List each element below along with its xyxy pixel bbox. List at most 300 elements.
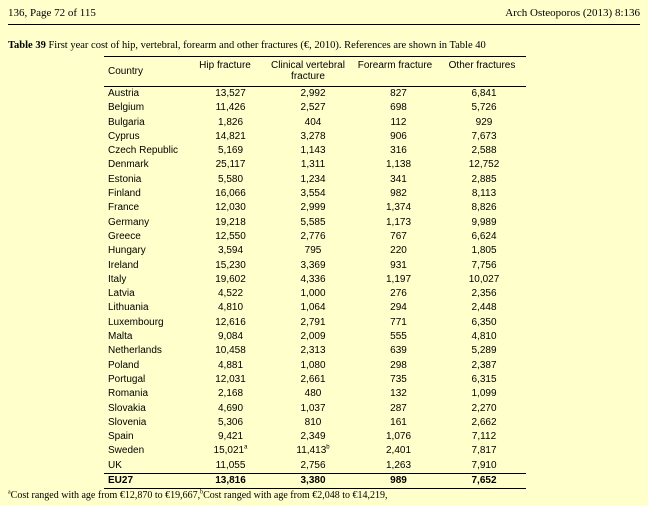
cell-hip-value: 3,594 xyxy=(217,245,244,257)
footnote-marker: b xyxy=(326,445,330,452)
cell-country xyxy=(104,87,190,101)
footnote-b-text: Cost ranged with age from €2,048 to €14,219, xyxy=(203,490,388,501)
cell-country-value: Ireland xyxy=(108,259,139,271)
cell-vertebral-value: 2,313 xyxy=(300,345,326,357)
table-row xyxy=(104,201,526,215)
cell-hip xyxy=(190,116,271,130)
cell-other-value: 7,112 xyxy=(471,431,497,443)
table-row xyxy=(104,316,526,330)
cell-country xyxy=(104,144,190,158)
cell-country-value: Sweden xyxy=(108,445,145,457)
header-forearm-fracture: Forearm fracture xyxy=(357,60,433,71)
cell-forearm xyxy=(355,216,442,230)
cell-hip-value: 14,821 xyxy=(215,130,246,142)
cell-other-value: 5,726 xyxy=(471,102,497,114)
cell-hip-value: 5,169 xyxy=(217,145,244,157)
cell-other xyxy=(442,101,526,115)
cell-hip xyxy=(190,101,271,115)
cell-forearm-value: 555 xyxy=(390,331,407,343)
cell-country-value: France xyxy=(108,202,140,214)
cell-other xyxy=(442,201,526,215)
cell-vertebral xyxy=(271,101,355,115)
cell-country-value: Italy xyxy=(108,273,127,285)
cell-forearm-value: 298 xyxy=(390,359,407,371)
cell-forearm xyxy=(355,330,442,344)
cell-other-value: 5,289 xyxy=(471,345,497,357)
cell-hip-value: 12,030 xyxy=(215,202,246,214)
table-body xyxy=(104,87,526,473)
cell-country xyxy=(104,187,190,201)
cell-forearm-value: 982 xyxy=(390,188,407,200)
table-footnote xyxy=(8,490,640,501)
cell-hip-value: 9,421 xyxy=(217,431,244,443)
cell-country xyxy=(104,416,190,430)
cell-forearm xyxy=(355,402,442,416)
cell-forearm-value: 639 xyxy=(390,345,407,357)
table-row xyxy=(104,173,526,187)
cell-hip xyxy=(190,259,271,273)
cell-country-value: Lithuania xyxy=(108,302,149,314)
cell-hip xyxy=(190,373,271,387)
cell-country xyxy=(104,259,190,273)
cell-country xyxy=(104,387,190,401)
cell-vertebral xyxy=(271,373,355,387)
cell-forearm xyxy=(355,459,442,473)
cell-forearm-value: 931 xyxy=(390,259,407,271)
cell-vertebral-value: 3,278 xyxy=(300,130,326,142)
cell-vertebral-value: 480 xyxy=(304,388,322,400)
cell-hip-value: 13,527 xyxy=(215,88,246,99)
cell-country-value: Portugal xyxy=(108,373,146,385)
cell-hip xyxy=(190,187,271,201)
cell-forearm xyxy=(355,430,442,444)
table-row-total xyxy=(104,474,526,488)
cell-vertebral-value: 1,234 xyxy=(300,173,326,185)
cell-hip-value: 5,580 xyxy=(217,173,244,185)
cell-hip xyxy=(190,330,271,344)
cell-other-value: 929 xyxy=(475,116,493,128)
header-country: Country xyxy=(108,66,144,77)
cell-vertebral xyxy=(271,259,355,273)
cell-other xyxy=(442,330,526,344)
cell-forearm xyxy=(355,359,442,373)
cell-country-value: Estonia xyxy=(108,173,142,185)
cell-forearm-value: 161 xyxy=(390,416,407,428)
cell-forearm xyxy=(355,373,442,387)
table-row xyxy=(104,158,526,172)
table-row xyxy=(104,259,526,273)
cell-hip-value: 12,550 xyxy=(215,230,246,242)
cell-other-value: 7,756 xyxy=(471,259,497,271)
cell-forearm xyxy=(355,316,442,330)
cell-other-value: 10,027 xyxy=(468,273,500,285)
cell-forearm-value: 1,197 xyxy=(385,273,412,285)
cell-vertebral-value: 1,037 xyxy=(300,402,326,414)
cell-other-value: 2,588 xyxy=(471,145,497,157)
cell-country-value: Romania xyxy=(108,388,149,400)
cell-country-value: Slovakia xyxy=(108,402,146,414)
cell-vertebral-value: 2,756 xyxy=(300,459,326,471)
cell-other xyxy=(442,87,526,101)
cell-other-value: 12,752 xyxy=(468,159,500,171)
cell-forearm-value: 294 xyxy=(390,302,407,314)
cell-hip: 13,816 xyxy=(215,475,246,487)
table-row xyxy=(104,87,526,101)
cell-vertebral-value: 3,554 xyxy=(300,188,326,200)
cell-vertebral-value: 2,527 xyxy=(300,102,326,114)
table-caption-text: First year cost of hip, vertebral, forearm and other fractures (€, 2010). References are shown in Table 40 xyxy=(45,40,486,51)
cell-other xyxy=(442,459,526,473)
cell-other-value: 6,315 xyxy=(471,373,497,385)
cell-vertebral xyxy=(271,144,355,158)
cell-country xyxy=(104,344,190,358)
cell-other: 7,652 xyxy=(471,475,497,487)
cell-hip-value: 19,602 xyxy=(215,273,246,285)
header-rule xyxy=(8,24,640,25)
cell-vertebral xyxy=(271,287,355,301)
cell-country xyxy=(104,430,190,444)
cell-vertebral-value: 2,776 xyxy=(300,230,326,242)
cell-country-value: Finland xyxy=(108,188,141,200)
cell-country-value: Denmark xyxy=(108,159,149,171)
cell-country xyxy=(104,173,190,187)
cell-vertebral xyxy=(271,116,355,130)
cell-country-value: Belgium xyxy=(108,102,145,114)
cell-hip-value: 4,810 xyxy=(217,302,244,314)
cell-vertebral xyxy=(271,359,355,373)
cell-other-value: 1,805 xyxy=(471,245,497,257)
cell-hip-value: 11,426 xyxy=(215,102,246,114)
cell-hip xyxy=(190,301,271,315)
cell-forearm-value: 132 xyxy=(390,388,407,400)
cell-forearm-value: 1,138 xyxy=(385,159,412,171)
cell-vertebral xyxy=(271,201,355,215)
cell-other xyxy=(442,416,526,430)
cell-other-value: 2,662 xyxy=(471,416,497,428)
cell-other-value: 2,387 xyxy=(471,359,497,371)
cell-vertebral-value: 404 xyxy=(304,116,322,128)
cell-country xyxy=(104,101,190,115)
cell-vertebral-value: 2,009 xyxy=(300,331,326,343)
cell-hip-value: 2,168 xyxy=(217,388,244,400)
cell-forearm-value: 1,374 xyxy=(385,202,412,214)
cell-forearm-value: 1,263 xyxy=(385,459,412,471)
cell-country xyxy=(104,216,190,230)
cell-country xyxy=(104,158,190,172)
cell-hip xyxy=(190,130,271,144)
cell-vertebral xyxy=(271,173,355,187)
cell-country xyxy=(104,316,190,330)
cell-forearm xyxy=(355,144,442,158)
cell-country-value: Malta xyxy=(108,331,133,343)
cell-hip-value: 15,230 xyxy=(215,259,246,271)
cell-vertebral-value: 5,585 xyxy=(300,216,326,228)
table-header xyxy=(104,57,526,86)
cell-hip xyxy=(190,402,271,416)
cell-hip xyxy=(190,158,271,172)
page-header xyxy=(8,7,640,19)
cell-other xyxy=(442,373,526,387)
cell-forearm xyxy=(355,273,442,287)
footnote-a-mark: a xyxy=(8,489,11,496)
cell-country-value: Slovenia xyxy=(108,416,147,428)
cell-other xyxy=(442,116,526,130)
cell-forearm xyxy=(355,130,442,144)
table-row xyxy=(104,444,526,458)
cell-country xyxy=(104,359,190,373)
cell-country xyxy=(104,301,190,315)
cell-vertebral xyxy=(271,430,355,444)
cell-hip-value: 16,066 xyxy=(215,188,246,200)
cell-forearm xyxy=(355,173,442,187)
header-vertebral-fracture: Clinical vertebral fracture xyxy=(271,60,345,82)
cell-forearm xyxy=(355,244,442,258)
cell-country-value: Netherlands xyxy=(108,345,162,357)
cell-hip xyxy=(190,230,271,244)
cell-hip-value: 9,084 xyxy=(217,331,244,343)
cell-other-value: 7,817 xyxy=(471,445,497,457)
cell-hip xyxy=(190,144,271,158)
cell-hip-value: 4,881 xyxy=(217,359,244,371)
cell-forearm xyxy=(355,101,442,115)
cell-other xyxy=(442,259,526,273)
cell-forearm-value: 827 xyxy=(390,88,407,99)
cell-country-value: Spain xyxy=(108,431,134,443)
table-row xyxy=(104,344,526,358)
cell-vertebral-value: 1,311 xyxy=(300,159,326,171)
table-row xyxy=(104,330,526,344)
footnote-marker: a xyxy=(244,445,248,452)
cell-other xyxy=(442,187,526,201)
cell-country xyxy=(104,273,190,287)
cell-other xyxy=(442,402,526,416)
cell-forearm xyxy=(355,230,442,244)
table-row xyxy=(104,359,526,373)
table-caption xyxy=(8,40,640,51)
table-row xyxy=(104,273,526,287)
cell-forearm xyxy=(355,301,442,315)
cell-vertebral xyxy=(271,444,355,458)
cell-vertebral-value: 795 xyxy=(304,245,322,257)
cell-other-value: 6,624 xyxy=(471,230,497,242)
cell-vertebral xyxy=(271,273,355,287)
cell-forearm xyxy=(355,444,442,458)
cell-other-value: 6,350 xyxy=(471,316,497,328)
cell-forearm-value: 2,401 xyxy=(385,445,412,457)
cell-vertebral xyxy=(271,416,355,430)
cell-hip-value: 4,522 xyxy=(217,288,244,300)
cell-forearm-value: 735 xyxy=(390,373,407,385)
footnote-b-mark: b xyxy=(200,489,204,496)
cell-hip-value: 25,117 xyxy=(215,159,246,171)
cell-other xyxy=(442,430,526,444)
cell-vertebral: 3,380 xyxy=(300,475,326,487)
cell-vertebral xyxy=(271,344,355,358)
cell-country xyxy=(104,244,190,258)
header-hip-fracture: Hip fracture xyxy=(199,60,251,71)
cell-country-value: Germany xyxy=(108,216,150,228)
cell-other-value: 7,910 xyxy=(471,459,497,471)
cell-hip-value: 5,306 xyxy=(217,416,244,428)
cell-hip-value: 15,021 xyxy=(213,445,245,457)
table-row xyxy=(104,187,526,201)
cell-forearm-value: 906 xyxy=(390,130,407,142)
cell-vertebral-value: 2,992 xyxy=(300,88,326,99)
cell-other xyxy=(442,316,526,330)
cell-hip xyxy=(190,430,271,444)
cell-country-value: Austria xyxy=(108,88,140,99)
cell-country xyxy=(104,444,190,458)
cell-other xyxy=(442,158,526,172)
cell-forearm-value: 1,173 xyxy=(385,216,412,228)
cell-forearm xyxy=(355,416,442,430)
cell-vertebral xyxy=(271,459,355,473)
cell-other-value: 2,885 xyxy=(471,173,497,185)
cell-other-value: 2,270 xyxy=(471,402,497,414)
cell-forearm xyxy=(355,287,442,301)
cell-hip-value: 19,218 xyxy=(215,216,246,228)
cell-country-value: Bulgaria xyxy=(108,116,145,128)
cell-forearm xyxy=(355,187,442,201)
table-row xyxy=(104,430,526,444)
cell-vertebral xyxy=(271,402,355,416)
cell-country xyxy=(104,130,190,144)
cell-other xyxy=(442,273,526,287)
cost-table xyxy=(104,56,526,489)
cell-other-value: 1,099 xyxy=(471,388,497,400)
table-row xyxy=(104,287,526,301)
cell-forearm xyxy=(355,87,442,101)
cell-country xyxy=(104,116,190,130)
cell-country-value: Greece xyxy=(108,230,141,242)
cell-other xyxy=(442,444,526,458)
table-row xyxy=(104,416,526,430)
table-row xyxy=(104,244,526,258)
cell-vertebral xyxy=(271,187,355,201)
cell-hip xyxy=(190,344,271,358)
cell-forearm-value: 767 xyxy=(390,230,407,242)
cell-hip xyxy=(190,87,271,101)
cell-forearm xyxy=(355,201,442,215)
cell-other xyxy=(442,144,526,158)
cell-vertebral xyxy=(271,130,355,144)
cell-other-value: 7,673 xyxy=(471,130,497,142)
cell-other xyxy=(442,301,526,315)
cell-forearm xyxy=(355,387,442,401)
cell-hip xyxy=(190,201,271,215)
cell-vertebral-value: 2,791 xyxy=(300,316,326,328)
cell-other xyxy=(442,244,526,258)
cell-hip xyxy=(190,459,271,473)
cell-hip xyxy=(190,416,271,430)
cell-hip xyxy=(190,387,271,401)
cell-other-value: 8,826 xyxy=(471,202,497,214)
cell-country xyxy=(104,373,190,387)
table-row xyxy=(104,144,526,158)
cell-country-value: Latvia xyxy=(108,288,135,300)
cell-vertebral-value: 2,999 xyxy=(300,202,326,214)
cell-hip xyxy=(190,216,271,230)
cell-country-value: Luxembourg xyxy=(108,316,164,328)
cell-vertebral xyxy=(271,87,355,101)
table-row xyxy=(104,373,526,387)
cell-other xyxy=(442,130,526,144)
cell-vertebral xyxy=(271,316,355,330)
cell-other xyxy=(442,173,526,187)
cell-forearm xyxy=(355,158,442,172)
cell-other-value: 2,448 xyxy=(471,302,497,314)
page-number: 136, Page 72 of 115 xyxy=(8,7,96,19)
cell-forearm-value: 1,076 xyxy=(385,431,412,443)
cell-other-value: 4,810 xyxy=(471,331,497,343)
cell-other xyxy=(442,287,526,301)
footnote-a-text: Cost ranged with age from €12,870 to €19,667, xyxy=(10,490,201,501)
cell-forearm xyxy=(355,259,442,273)
cell-vertebral xyxy=(271,244,355,258)
cell-vertebral xyxy=(271,216,355,230)
cell-forearm xyxy=(355,344,442,358)
cell-forearm: 989 xyxy=(390,475,407,487)
table-row xyxy=(104,216,526,230)
header-other-fractures: Other fractures xyxy=(448,60,516,71)
cell-other xyxy=(442,387,526,401)
cell-country-value: Czech Republic xyxy=(108,145,179,157)
cell-country xyxy=(104,201,190,215)
cell-country-value: Cyprus xyxy=(108,130,140,142)
cell-other xyxy=(442,230,526,244)
cell-vertebral-value: 1,064 xyxy=(300,302,326,314)
table-row xyxy=(104,387,526,401)
cell-vertebral-value: 2,349 xyxy=(300,431,326,443)
table-label: Table 39 xyxy=(8,40,46,51)
table-row xyxy=(104,116,526,130)
table-row xyxy=(104,301,526,315)
cell-forearm-value: 771 xyxy=(390,316,407,328)
cell-hip-value: 1,826 xyxy=(217,116,244,128)
cell-vertebral-value: 1,080 xyxy=(300,359,326,371)
cell-forearm-value: 341 xyxy=(390,173,407,185)
cell-other-value: 6,841 xyxy=(471,88,497,99)
cell-other-value: 8,113 xyxy=(471,188,497,200)
cell-other xyxy=(442,216,526,230)
cell-country xyxy=(104,287,190,301)
cell-other-value: 9,989 xyxy=(471,216,497,228)
cell-forearm-value: 276 xyxy=(390,288,407,300)
cell-hip xyxy=(190,244,271,258)
cell-vertebral xyxy=(271,330,355,344)
cell-other-value: 2,356 xyxy=(471,288,497,300)
cell-country xyxy=(104,230,190,244)
cell-hip xyxy=(190,359,271,373)
cell-vertebral xyxy=(271,230,355,244)
cell-vertebral-value: 11,413 xyxy=(296,445,327,457)
cell-country xyxy=(104,459,190,473)
cell-country-value: Hungary xyxy=(108,245,146,257)
cell-hip xyxy=(190,444,271,458)
cell-hip xyxy=(190,173,271,187)
cell-vertebral-value: 3,369 xyxy=(300,259,326,271)
cell-other xyxy=(442,344,526,358)
cell-forearm-value: 698 xyxy=(390,102,407,114)
cell-other xyxy=(442,359,526,373)
cell-country xyxy=(104,402,190,416)
journal-reference: Arch Osteoporos (2013) 8:136 xyxy=(505,7,640,19)
table-row xyxy=(104,230,526,244)
cell-hip-value: 12,031 xyxy=(215,373,246,385)
cell-forearm-value: 220 xyxy=(390,245,407,257)
cell-hip-value: 10,458 xyxy=(215,345,246,357)
cell-forearm-value: 112 xyxy=(390,116,407,128)
